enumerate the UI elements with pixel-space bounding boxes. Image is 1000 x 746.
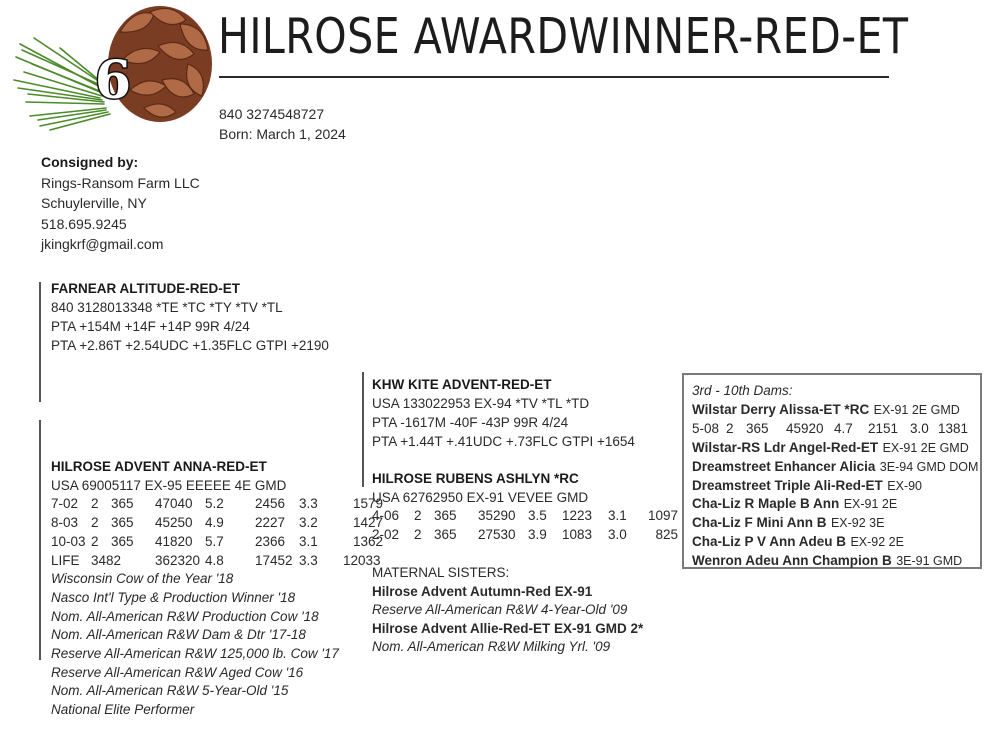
- cell: 3.1: [299, 533, 318, 549]
- cell: 365: [434, 508, 457, 523]
- consignor-heading: Consigned by:: [41, 154, 139, 170]
- dam-honor: Nom. All-American R&W 5-Year-Old '15: [51, 683, 289, 699]
- cell: 17452: [255, 552, 293, 568]
- cell: 4-06: [372, 508, 400, 523]
- dam-honor: Reserve All-American R&W 125,000 lb. Cow '17: [51, 646, 339, 662]
- dam-connector-line: [39, 420, 41, 660]
- birth-date: Born: March 1, 2024: [219, 126, 346, 142]
- cell: 7-02: [51, 496, 79, 512]
- dam-entry-class: EX-92 3E: [830, 516, 885, 531]
- dams-heading: 3rd - 10th Dams:: [692, 383, 793, 398]
- sire-pta-type: PTA +2.86T +2.54UDC +1.35FLC GTPI +2190: [51, 338, 329, 353]
- table-row: [51, 495, 383, 514]
- cell: 365: [111, 515, 134, 531]
- dam-block: [51, 458, 383, 720]
- cell: 3.5: [528, 508, 547, 523]
- dam-entry-name: Wilstar-RS Ldr Angel-Red-ET: [692, 439, 879, 455]
- cell: 2: [91, 496, 99, 512]
- dam-entry-name: Wilstar Derry Alissa-ET *RC: [692, 401, 870, 417]
- dam-entry: [692, 401, 980, 420]
- dam-entry-class: EX-91 2E: [843, 497, 898, 512]
- cell: 1097: [647, 508, 678, 523]
- sire-pta-production: PTA +154M +14F +14P 99R 4/24: [51, 319, 250, 334]
- title-divider: [219, 76, 889, 78]
- cell: 5.7: [205, 533, 224, 549]
- mgd-name: HILROSE RUBENS ASHLYN *RC: [372, 471, 579, 486]
- cell: 5-08: [692, 420, 720, 436]
- cell: 3.1: [608, 508, 627, 523]
- cell: 1427: [352, 515, 383, 531]
- dam-entry-name: Cha-Liz R Maple B Ann: [692, 496, 840, 512]
- mgs-reg: USA 133022953 EX-94 *TV *TL *TD: [372, 396, 590, 411]
- cell: 2151: [868, 420, 899, 436]
- cell: 5.2: [205, 496, 224, 512]
- cell: 45920: [786, 420, 824, 436]
- cell: LIFE: [51, 552, 80, 568]
- consignor-email: jkingkrf@gmail.com: [41, 236, 164, 252]
- pine-cone-lot-graphic: [10, 2, 215, 132]
- dam-entry-class: EX-90: [887, 478, 923, 493]
- mgd-reg: USA 62762950 EX-91 VEVEE GMD: [372, 490, 589, 505]
- extended-dams-box: [682, 373, 982, 569]
- cell: 2-02: [372, 526, 400, 542]
- maternal-sister-name: Hilrose Advent Allie-Red-ET EX-91 GMD 2*: [372, 620, 644, 636]
- consignor-location: Schuylerville, NY: [41, 195, 147, 211]
- sire-block: [51, 279, 329, 355]
- mgs-pta-type: PTA +1.44T +.41UDC +.73FLC GTPI +1654: [372, 434, 635, 449]
- dam-name: HILROSE ADVENT ANNA-RED-ET: [51, 459, 267, 474]
- cell: 2: [414, 508, 422, 523]
- dam-entry: [692, 477, 980, 496]
- cell: 2456: [255, 496, 286, 512]
- cell: 1083: [562, 526, 593, 542]
- mgs-name: KHW KITE ADVENT-RED-ET: [372, 377, 552, 392]
- dam-3-record: [692, 420, 968, 439]
- cell: 2: [414, 526, 422, 542]
- animal-name-title: HILROSE AWARDWINNER-RED-ET: [218, 8, 909, 65]
- cell: 365: [111, 496, 134, 512]
- table-row: [51, 533, 383, 552]
- cell: 3.9: [528, 526, 547, 542]
- cell: 365: [746, 420, 769, 436]
- table-row: [372, 507, 678, 526]
- dam-entry: [692, 552, 980, 571]
- cell: 41820: [155, 533, 193, 549]
- cell: 2366: [255, 533, 286, 549]
- cell: 4.9: [205, 515, 224, 531]
- cell: 2: [91, 515, 99, 531]
- table-row: [372, 526, 678, 545]
- table-row: [692, 420, 968, 439]
- cell: 3.0: [910, 420, 929, 436]
- dam-records-table: [51, 495, 383, 570]
- cell: 8-03: [51, 515, 79, 531]
- cell: 365: [434, 526, 457, 542]
- cell: 1362: [352, 533, 383, 549]
- cell: 1381: [938, 420, 969, 436]
- table-row: [51, 514, 383, 533]
- dam-entry: [692, 458, 980, 477]
- registration-number: 840 3274548727: [219, 106, 325, 122]
- dam-entry-class: 3E-91 GMD: [896, 554, 963, 569]
- dam-entry-class: 3E-94 GMD DOM: [879, 459, 979, 474]
- maternal-sisters-heading: MATERNAL SISTERS:: [372, 565, 510, 580]
- maternal-sister-note: Nom. All-American R&W Milking Yrl. '09: [372, 639, 611, 654]
- cell: 1579: [352, 496, 383, 512]
- dam-entry: [692, 439, 980, 458]
- cell: 2227: [255, 515, 286, 531]
- dam-entry-class: EX-92 2E: [850, 535, 904, 550]
- consignor-phone: 518.695.9245: [41, 215, 127, 232]
- dam-entry-name: Dreamstreet Triple Ali-Red-ET: [692, 477, 883, 493]
- dam-entry: [692, 495, 980, 514]
- cell: 4.8: [205, 552, 224, 568]
- mgs-pta-production: PTA -1617M -40F -43P 99R 4/24: [372, 415, 569, 430]
- cell: 27530: [478, 526, 516, 542]
- dam-honor: Reserve All-American R&W Aged Cow '16: [51, 664, 304, 680]
- cell: 2: [726, 420, 734, 436]
- cell: 4.7: [834, 420, 853, 436]
- cell: 47040: [155, 496, 193, 512]
- dam-honor: National Elite Performer: [51, 702, 195, 718]
- dam-honor: Nasco Int'l Type & Production Winner '18: [51, 589, 296, 605]
- cell: 12033: [343, 552, 381, 568]
- dam-honor: Wisconsin Cow of the Year '18: [51, 571, 234, 587]
- maternal-sister-note: Reserve All-American R&W 4-Year-Old '09: [372, 602, 628, 617]
- cell: 45250: [155, 515, 193, 531]
- lot-number: 6: [94, 50, 132, 111]
- maternal-granddam-block: [372, 469, 678, 544]
- dam-entry: [692, 514, 980, 533]
- maternal-sisters-block: [372, 564, 643, 657]
- table-row: [51, 552, 383, 571]
- dam-honor: Nom. All-American R&W Production Cow '18: [51, 608, 319, 624]
- cell: 35290: [478, 508, 516, 523]
- cell: 3482: [91, 552, 122, 568]
- dam-entry-name: Cha-Liz P V Ann Adeu B: [692, 534, 847, 550]
- cell: 3.3: [299, 552, 318, 568]
- sire-connector-line: [39, 282, 41, 402]
- mgd-records-table: [372, 507, 678, 544]
- cell: 1223: [562, 508, 593, 523]
- dam-entry-class: EX-91 2E GMD: [882, 440, 969, 455]
- cell: 3.2: [299, 515, 318, 531]
- dam-entry-name: Cha-Liz F Mini Ann B: [692, 515, 827, 531]
- cell: 2: [91, 533, 99, 549]
- cell: 365: [111, 533, 134, 549]
- maternal-grandsire-block: [372, 375, 635, 451]
- dam-entry-class: EX-91 2E GMD: [873, 402, 960, 417]
- dam-entry-name: Dreamstreet Enhancer Alicia: [692, 458, 876, 474]
- dam-reg: USA 69005117 EX-95 EEEEE 4E GMD: [51, 477, 287, 493]
- cell: 362320: [155, 552, 201, 568]
- dam-entry-name: Wenron Adeu Ann Champion B: [692, 553, 892, 569]
- sire-reg: 840 3128013348 *TE *TC *TY *TV *TL: [51, 300, 283, 315]
- cell: 3.0: [608, 526, 627, 542]
- consignor-farm: Rings-Ransom Farm LLC: [41, 174, 200, 191]
- maternal-sister-name: Hilrose Advent Autumn-Red EX-91: [372, 583, 593, 599]
- dam-honor: Nom. All-American R&W Dam & Dtr '17-18: [51, 627, 306, 643]
- consignor-block: [41, 152, 200, 255]
- cell: 10-03: [51, 533, 86, 549]
- cell: 3.3: [299, 496, 318, 512]
- sire-name: FARNEAR ALTITUDE-RED-ET: [51, 281, 240, 296]
- dam-entry: [692, 533, 980, 552]
- cell: 825: [655, 526, 678, 542]
